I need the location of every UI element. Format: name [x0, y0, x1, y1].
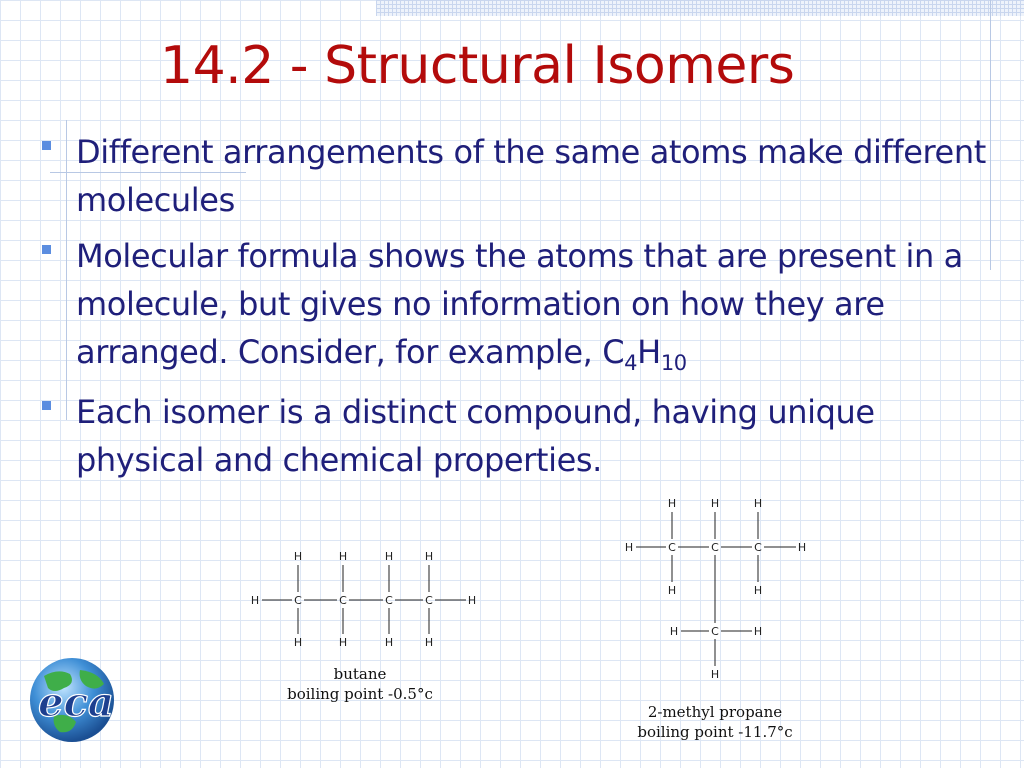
carbon-atom: C [339, 594, 347, 607]
hydrogen-atom: H [424, 636, 434, 649]
boiling-point: boiling point -0.5°c [287, 685, 433, 703]
bullet-marker-icon [42, 245, 51, 254]
hydrogen-atom: H [384, 636, 394, 649]
hydrogen-atom: H [753, 497, 763, 510]
hydrogen-atom: H [467, 594, 477, 607]
hydrogen-atom: H [424, 550, 434, 563]
hydrogen-atom: H [293, 550, 303, 563]
hydrogen-atom: H [667, 584, 677, 597]
slide-title: 14.2 - Structural Isomers [160, 36, 795, 96]
methylpropane-structure-diagram [615, 490, 825, 690]
bullet-item [38, 232, 998, 380]
top-decorative-band [376, 0, 1024, 16]
hydrogen-atom: H [624, 541, 634, 554]
carbon-atom: C [668, 541, 676, 554]
hydrogen-atom: H [338, 636, 348, 649]
hydrogen-atom: H [293, 636, 303, 649]
molecule-name: butane [333, 665, 387, 683]
boiling-point: boiling point -11.7°c [637, 723, 793, 741]
bullet-text: Molecular formula shows the atoms that are present in a molecule, but gives no information on how they are arranged. Consider, for example, C [76, 237, 963, 371]
hydrogen-atom: H [710, 497, 720, 510]
hydrogen-atom: H [753, 625, 763, 638]
formula-element: H [637, 333, 661, 371]
hydrogen-atom: H [667, 497, 677, 510]
bullet-text: Each isomer is a distinct compound, having unique physical and chemical properties. [76, 393, 875, 479]
carbon-atom: C [425, 594, 433, 607]
bullet-marker-icon [42, 401, 51, 410]
carbon-atom: C [294, 594, 302, 607]
hydrogen-atom: H [710, 668, 720, 681]
carbon-atom: C [711, 625, 719, 638]
hydrogen-atom: H [250, 594, 260, 607]
butane-caption [270, 664, 450, 704]
hydrogen-atom: H [384, 550, 394, 563]
hydrogen-atom: H [797, 541, 807, 554]
logo-text: eca [38, 679, 114, 726]
carbon-atom: C [385, 594, 393, 607]
butane-structure-diagram [240, 540, 490, 660]
formula-subscript: 10 [660, 351, 687, 375]
carbon-atom: C [711, 541, 719, 554]
hydrogen-atom: H [753, 584, 763, 597]
carbon-atom: C [754, 541, 762, 554]
eca-globe-logo [14, 654, 138, 750]
bullet-item [38, 128, 998, 224]
formula-subscript: 4 [624, 351, 638, 375]
hydrogen-atom: H [669, 625, 679, 638]
hydrogen-atom: H [338, 550, 348, 563]
bullet-item [38, 388, 998, 484]
methylpropane-caption [620, 702, 810, 742]
bullet-marker-icon [42, 141, 51, 150]
bullet-text: Different arrangements of the same atoms make different molecules [76, 133, 986, 219]
molecule-name: 2-methyl propane [647, 703, 783, 721]
bullet-list [38, 128, 998, 492]
